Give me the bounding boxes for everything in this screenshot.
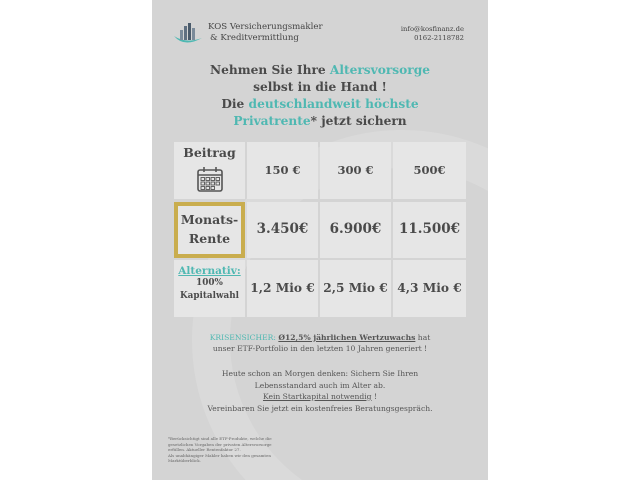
headline-highlight: Altersvorsorge — [329, 63, 430, 77]
footnote-line-3: erfüllen. Aktueller Rentenfaktor 27. — [168, 447, 241, 452]
pension-cell-1: 3.450€ — [247, 202, 318, 258]
footnote-line-2: gesetzlichen Vorgaben der privaten Altersvorsorge — [168, 441, 272, 447]
beitrag-label-cell — [174, 142, 245, 199]
headline-highlight: deutschlandweit höchste — [248, 97, 419, 111]
pension-cell-2: 6.900€ — [320, 202, 391, 258]
company-line-2: & Kreditvermittlung — [210, 33, 299, 43]
capital-cell-1: 1,2 Mio € — [247, 260, 318, 317]
headline-line-2: selbst in die Hand ! — [253, 80, 387, 94]
footnote — [168, 436, 318, 464]
alternativ-percent: 100% — [196, 278, 223, 288]
headline-text: Die — [221, 97, 249, 111]
pension-cell-3: 11.500€ — [393, 202, 466, 258]
no-startkapital-link[interactable]: Kein Startkapital notwendig — [262, 392, 372, 401]
alternativ-label-cell — [174, 260, 245, 317]
call-to-action — [152, 368, 488, 414]
cta-line-4: Vereinbaren Sie jetzt ein kostenfreies Beratungsgespräch. — [207, 403, 433, 413]
headline-text: Nehmen Sie Ihre — [210, 63, 330, 77]
crisis-line-2: unser ETF-Portfolio in den letzten 10 Jahren generiert ! — [212, 344, 428, 353]
cta-line-3-rest: ! — [371, 392, 378, 401]
alternativ-kapitalwahl: Kapitalwahl — [180, 291, 239, 301]
headline — [152, 62, 488, 130]
company-line-1: KOS Versicherungsmakler — [208, 22, 323, 32]
crisis-keyword: KRISENSICHER: — [209, 333, 276, 342]
contact-info — [401, 25, 464, 43]
crisis-highlight: Ø12,5% jährlichen Wertzuwachs — [278, 333, 416, 342]
contribution-cell-500: 500€ — [393, 142, 466, 199]
phone-number: 0162-2118782 — [414, 34, 464, 42]
crisis-statement — [152, 332, 488, 354]
company-name — [208, 22, 323, 44]
alternativ-label: Alternativ: — [178, 265, 241, 277]
footnote-line-4: Als unabhängiger Makler haben wir den gesamten — [168, 452, 271, 458]
cta-line-2: Lebensstandard auch im Alter ab. — [254, 380, 386, 390]
bar-chart-logo-icon — [172, 20, 204, 48]
crisis-line-1 — [152, 332, 488, 343]
cta-line-3 — [152, 391, 488, 403]
monatsrente-label-1: Monats- — [180, 212, 239, 227]
capital-cell-3: 4,3 Mio € — [393, 260, 466, 317]
headline-text: * jetzt sichern — [310, 114, 407, 128]
headline-highlight: Privatrente — [233, 114, 311, 128]
cta-line-1: Heute schon an Morgen denken: Sichern Sie Ihren — [221, 369, 419, 378]
headline-line-3 — [152, 96, 488, 113]
footnote-line-5: Marktüberblick. — [168, 458, 201, 463]
crisis-rest: hat — [415, 333, 431, 342]
flyer-page — [152, 0, 488, 480]
capital-cell-2: 2,5 Mio € — [320, 260, 391, 317]
footnote-line-1: *Berücksichtigt sind alle ETF-Produkte, welche die — [168, 436, 272, 441]
monatsrente-label-2: Rente — [188, 231, 231, 246]
monatsrente-label-cell — [174, 202, 245, 258]
beitrag-label: Beitrag — [183, 145, 236, 160]
calendar-icon — [196, 165, 224, 193]
headline-line-4 — [152, 113, 488, 130]
contribution-cell-150: 150 € — [247, 142, 318, 199]
email-link[interactable]: info@kosfinanz.de — [400, 25, 464, 33]
headline-line-1 — [152, 62, 488, 79]
contribution-cell-300: 300 € — [320, 142, 391, 199]
